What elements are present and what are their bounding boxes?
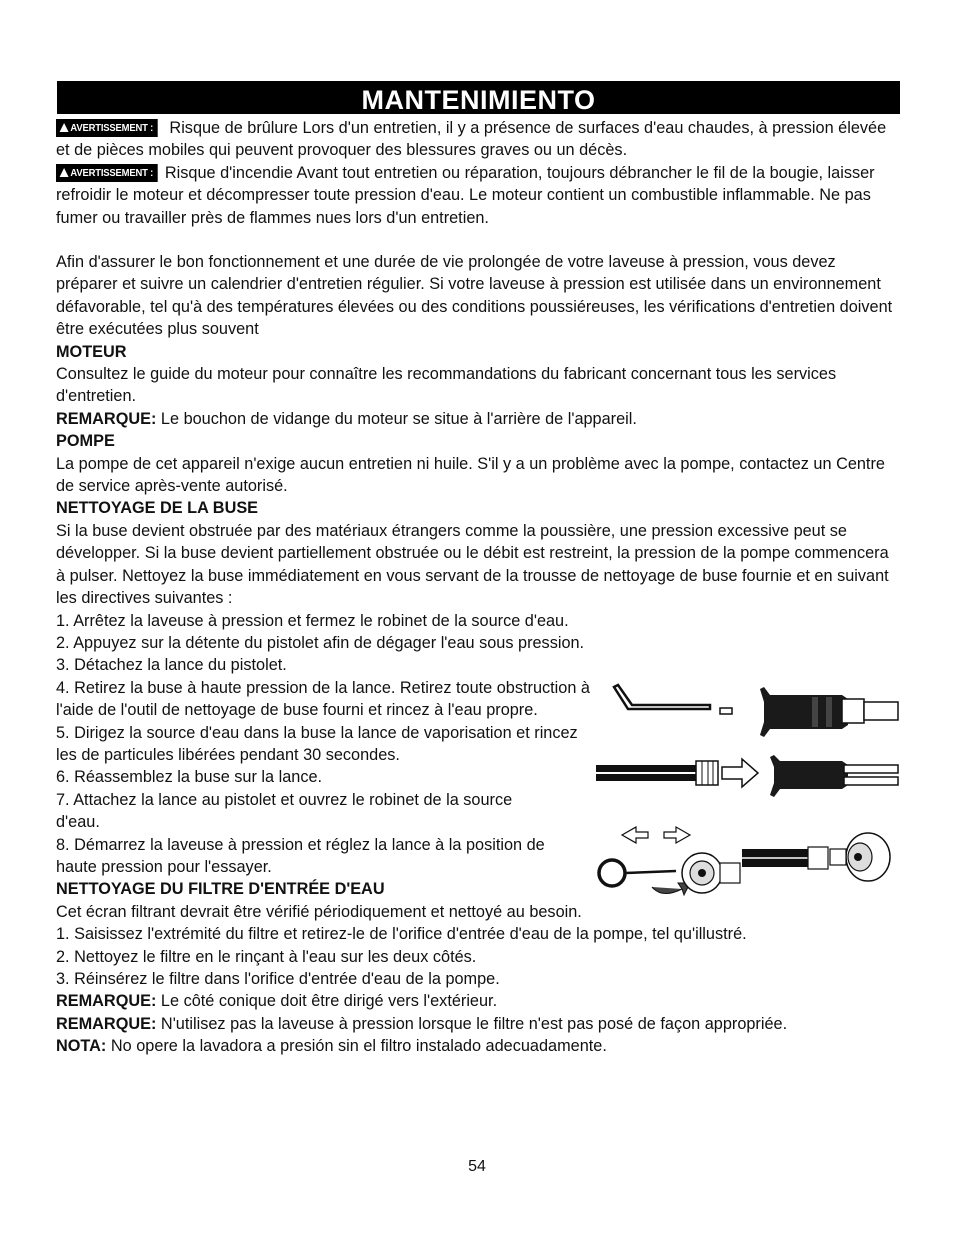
arrow-left-icon bbox=[622, 827, 648, 843]
buse-step: 4. Retirez la buse à haute pression de la lance. Retirez toute obstruction à l'aide de l'outil de nettoyage de buse fourni et rincez à l'eau propre. bbox=[56, 678, 590, 720]
warning-burn: AVERTISSEMENT : Risque de brûlure Lors d'un entretien, il y a présence de surfaces d'eau chaudes, à pression élevée et de pièces mobiles qui peuvent provoquer des blessures graves ou un décès. bbox=[56, 119, 887, 160]
pump-inlet-icon bbox=[682, 853, 740, 893]
moteur-note: REMARQUE: Le bouchon de vidange du moteur se situe à l'arrière de l'appareil. bbox=[56, 409, 637, 428]
wand-grip-icon bbox=[760, 687, 898, 737]
pompe-text: La pompe de cet appareil n'exige aucun entretien ni huile. S'il y a un problème avec la pompe, contactez un Centre de service après-vente autorisé. bbox=[56, 454, 885, 496]
buse-step: 7. Attachez la lance au pistolet et ouvrez le robinet de la source d'eau. bbox=[56, 790, 513, 832]
warning-badge: AVERTISSEMENT : bbox=[56, 119, 158, 137]
warning-triangle-icon bbox=[60, 123, 69, 132]
buse-step: 5. Dirigez la source d'eau dans la buse la lance de vaporisation et rincez les de particules libérées pendant 30 secondes. bbox=[56, 723, 578, 764]
filtre-text: Cet écran filtrant devrait être vérifié périodiquement et nettoyé au besoin. bbox=[56, 902, 582, 921]
filtre-step: 1. Saisissez l'extrémité du filtre et retirez-le de l'orifice d'entrée d'eau de la pompe, tel qu'illustré. bbox=[56, 925, 747, 944]
pompe-heading: POMPE bbox=[56, 432, 115, 451]
filtre-step: 3. Réinsérez le filtre dans l'orifice d'entrée d'eau de la pompe. bbox=[56, 970, 500, 988]
buse-heading: NETTOYAGE DE LA BUSE bbox=[56, 499, 259, 518]
wand-grip-icon bbox=[770, 755, 898, 797]
nozzle-cleaning-illustration bbox=[592, 677, 900, 901]
buse-step: 3. Détachez la lance du pistolet. bbox=[56, 656, 287, 675]
moteur-text: Consultez le guide du moteur pour connaître les recommandations du fabricant concernant tous les services d'entretien. bbox=[56, 365, 837, 406]
buse-step: 6. Réassemblez la buse sur la lance. bbox=[56, 768, 323, 787]
warning-triangle-icon bbox=[60, 168, 69, 177]
buse-text: Si la buse devient obstruée par des matériaux étrangers comme la poussière, une pression excessive peut se développer. Si la buse devient partiellement obstruée ou le débit est restreint, la pression de la pompe commencera à pulser. Nettoyez la buse immédiatement en vous servant de la trousse de nettoyage de buse fournie et en suivant les directives suivantes : bbox=[56, 521, 889, 608]
main-text bbox=[56, 251, 894, 1058]
allen-key-icon bbox=[614, 685, 710, 709]
warning-fire: AVERTISSEMENT : Risque d'incendie Avant tout entretien ou réparation, toujours débrancher le fil de la bougie, laisser refroidir le moteur et décompresser toute pression d'eau. Le moteur contient un combustible inflammable. Ne pas fumer ou travailler près de flammes nues lors d'un entretien. bbox=[56, 163, 875, 227]
filtre-step: 2. Nettoyez le filtre en le rinçant à l'eau sur les deux côtés. bbox=[56, 947, 477, 966]
filter-ring-icon bbox=[599, 860, 625, 886]
buse-step: 1. Arrêtez la laveuse à pression et fermez le robinet de la source d'eau. bbox=[56, 611, 569, 630]
page-title: MANTENIMIENTO bbox=[361, 85, 596, 115]
warnings-block bbox=[56, 117, 894, 229]
hose-icon bbox=[596, 761, 718, 785]
page-number: 54 bbox=[468, 1158, 486, 1175]
filtre-note: REMARQUE: N'utilisez pas la laveuse à pression lorsque le filtre n'est pas posé de façon appropriée. bbox=[56, 1014, 788, 1033]
filtre-note: REMARQUE: Le côté conique doit être dirigé vers l'extérieur. bbox=[56, 992, 498, 1011]
arrow-right-icon bbox=[722, 759, 758, 787]
intro-paragraph: Afin d'assurer le bon fonctionnement et une durée de vie prolongée de votre laveuse à pression, vous devez préparer et suivre un calendrier d'entretien régulier. Si votre laveuse à pression est utilisée dans un environnement défavorable, tel qu'à des températures élevées ou des conditions poussiéreuses, les vérifications d'entretien doivent être exécutées plus souvent bbox=[56, 253, 893, 339]
nozzle-icon bbox=[720, 708, 732, 714]
filtre-heading: NETTOYAGE DU FILTRE D'ENTRÉE D'EAU bbox=[56, 880, 385, 899]
buse-step: 8. Démarrez la laveuse à pression et réglez la lance à la position de haute pression pour l'essayer. bbox=[56, 835, 545, 876]
warning-badge: AVERTISSEMENT : bbox=[56, 164, 158, 182]
moteur-heading: MOTEUR bbox=[56, 342, 127, 361]
arrow-right-icon bbox=[664, 827, 690, 843]
section-header-bar bbox=[57, 81, 900, 114]
buse-step: 2. Appuyez sur la détente du pistolet afin de dégager l'eau sous pression. bbox=[56, 633, 585, 652]
hose-icon bbox=[742, 847, 828, 869]
pump-inlet-icon bbox=[830, 833, 890, 881]
nota-note: NOTA: No opere la lavadora a presión sin el filtro instalado adecuadamente. bbox=[56, 1037, 607, 1056]
